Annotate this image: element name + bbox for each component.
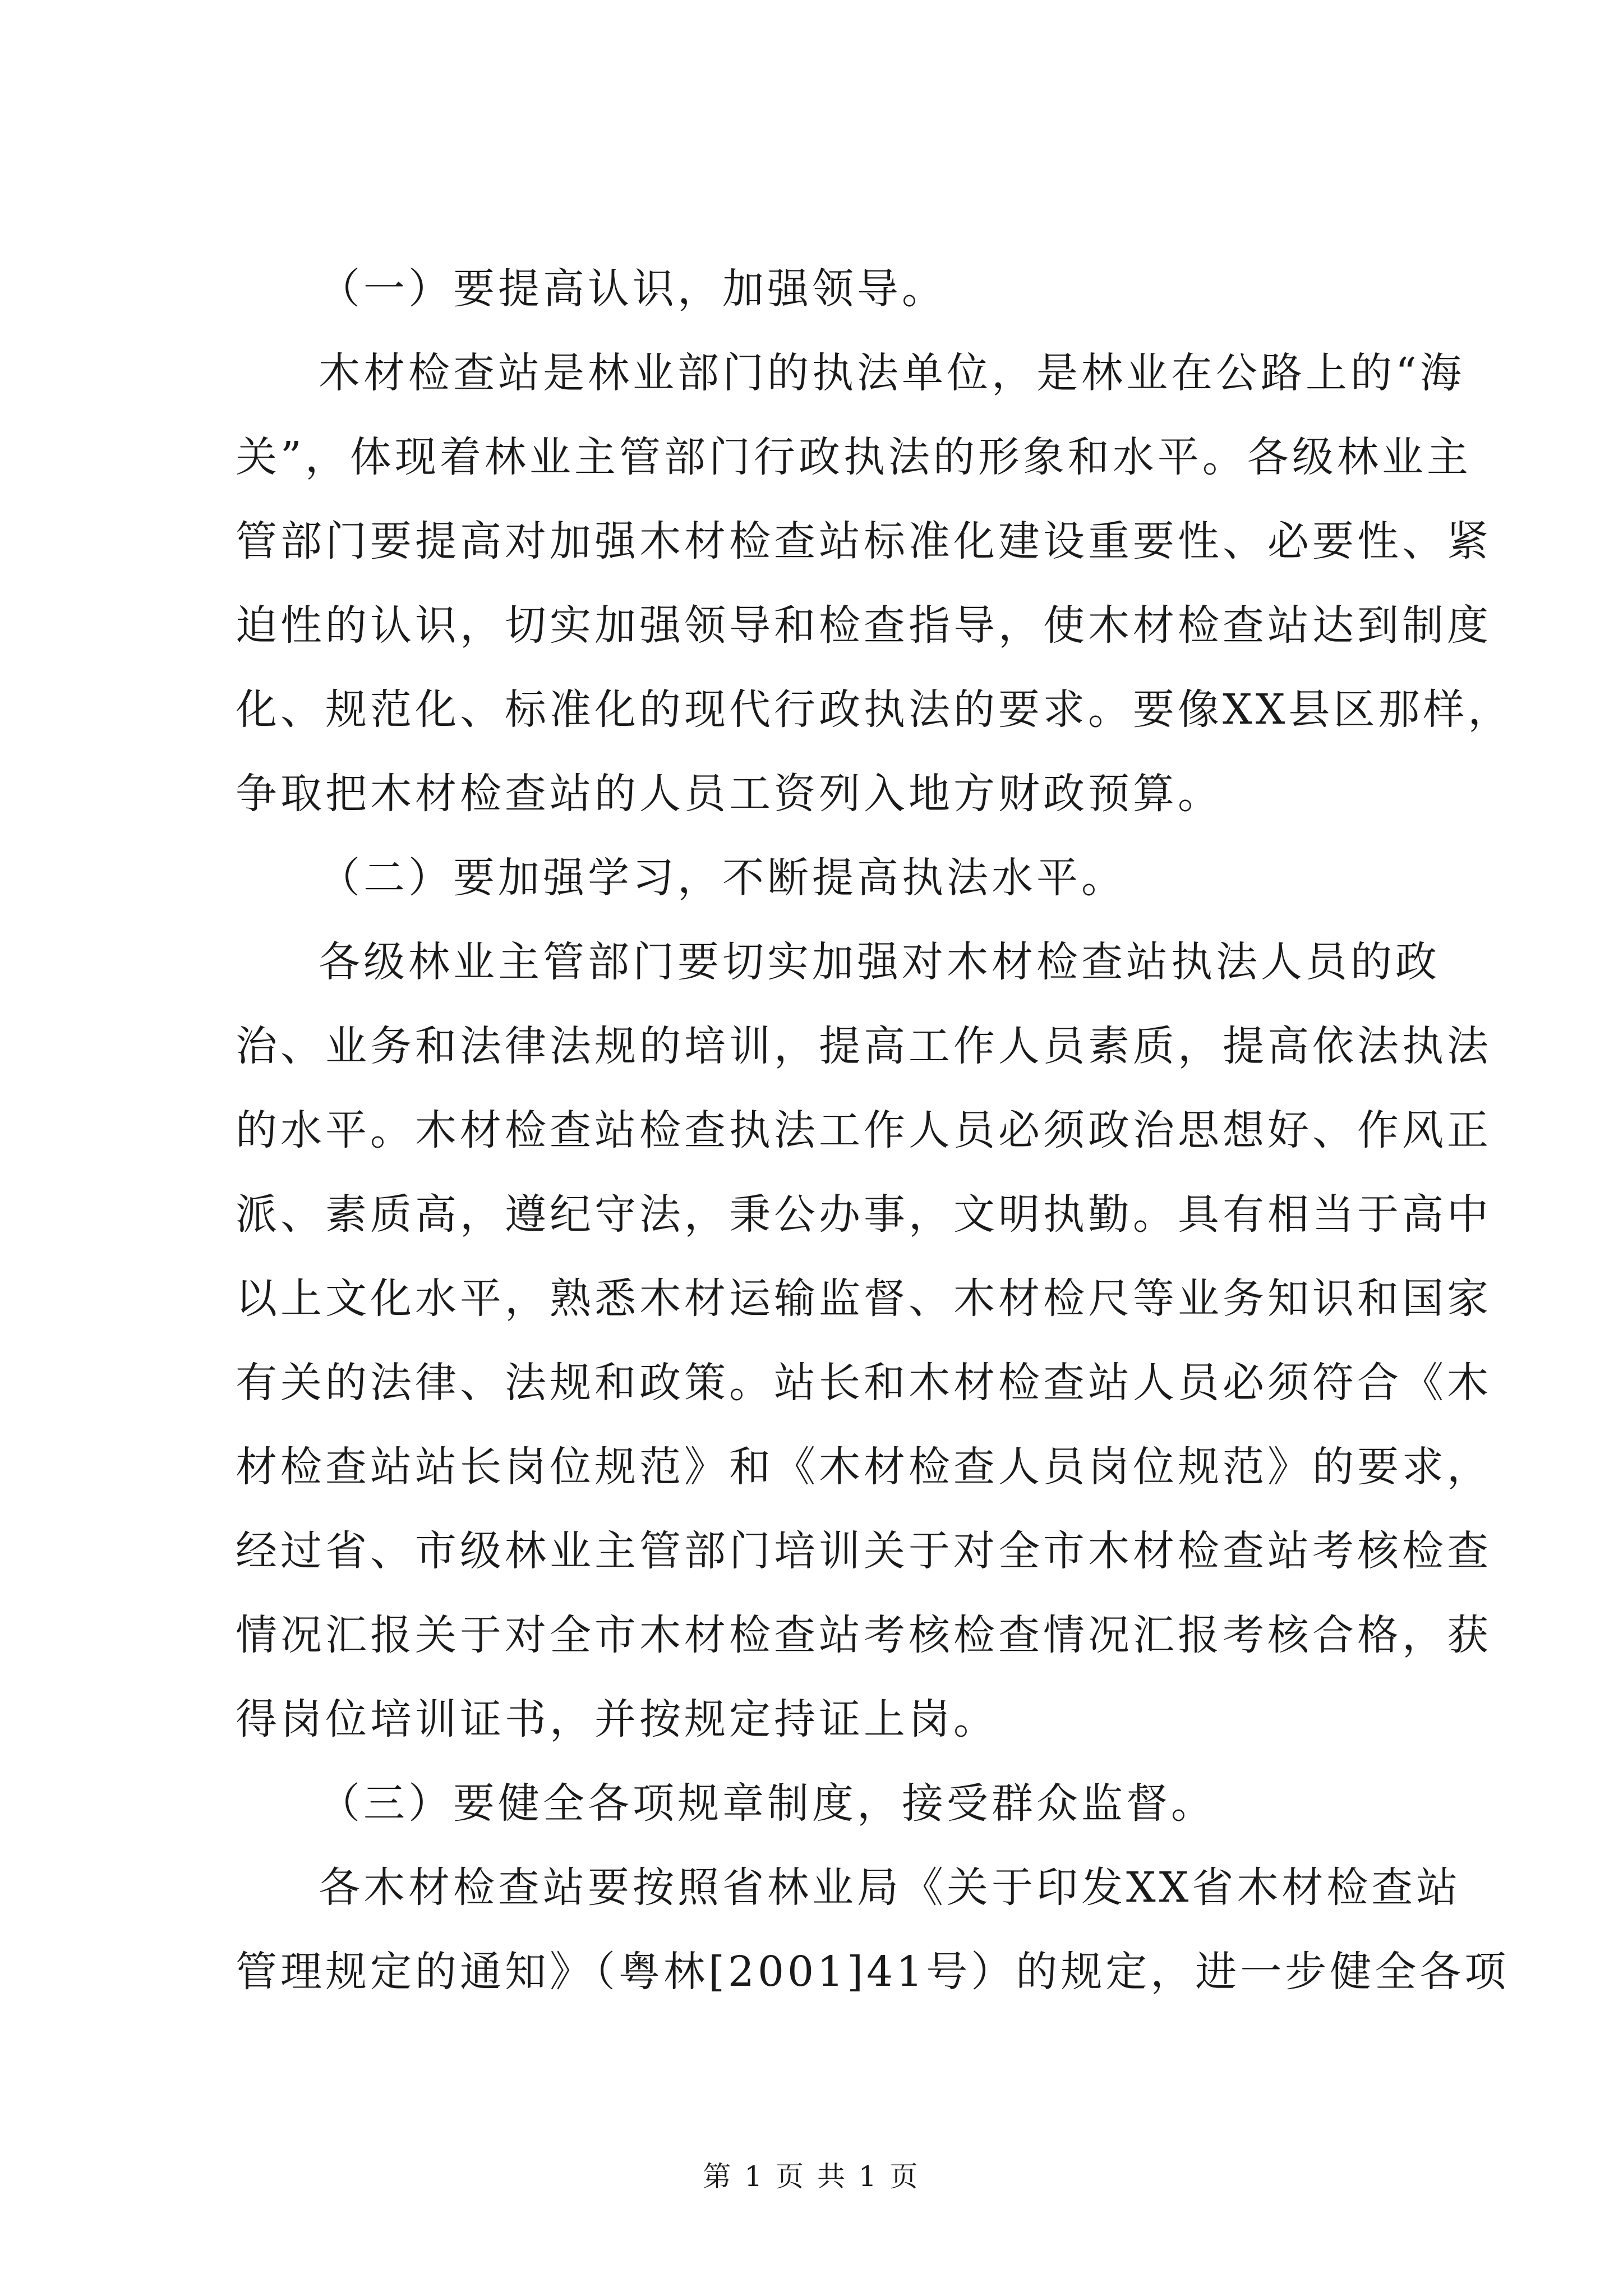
paragraph-line: 经过省、市级林业主管部门培训关于对全市木材检查站考核检查 xyxy=(236,1527,1492,1575)
paragraph-line: 有关的法律、法规和政策。站长和木材检查站人员必须符合《木 xyxy=(236,1359,1492,1407)
paragraph-line: 以上文化水平，熟悉木材运输监督、木材检尺等业务知识和国家 xyxy=(236,1274,1492,1323)
paragraph-line: 管部门要提高对加强木材检查站标准化建设重要性、必要性、紧 xyxy=(236,517,1492,565)
paragraph-line: 化、规范化、标准化的现代行政执法的要求。要像XX县区那样， xyxy=(236,685,1513,734)
paragraph-line: 木材检查站是林业部门的执法单位，是林业在公路上的“海 xyxy=(319,349,1465,397)
paragraph-line: 治、业务和法律法规的培训，提高工作人员素质，提高依法执法 xyxy=(236,1022,1492,1070)
paragraph-line: 管理规定的通知》（粤林[2001]41号）的规定，进一步健全各项 xyxy=(236,1948,1510,1996)
page-footer: 第 1 页 共 1 页 xyxy=(703,2160,920,2193)
paragraph-line: 各木材检查站要按照省林业局《关于印发XX省木材检查站 xyxy=(319,1864,1461,1912)
section-heading-1: （一）要提高认识，加强领导。 xyxy=(319,265,947,313)
paragraph-line: 情况汇报关于对全市木材检查站考核检查情况汇报考核合格，获 xyxy=(236,1611,1492,1659)
section-heading-2: （二）要加强学习，不断提高执法水平。 xyxy=(319,854,1126,902)
paragraph-line: 得岗位培训证书，并按规定持证上岗。 xyxy=(236,1695,998,1743)
section-heading-3: （三）要健全各项规章制度，接受群众监督。 xyxy=(319,1779,1216,1828)
paragraph-line: 争取把木材检查站的人员工资列入地方财政预算。 xyxy=(236,770,1223,818)
document-body xyxy=(236,247,1513,2014)
paragraph-line: 材检查站站长岗位规范》和《木材检查人员岗位规范》的要求， xyxy=(236,1443,1492,1491)
paragraph-line: 派、素质高，遵纪守法，秉公办事，文明执勤。具有相当于高中 xyxy=(236,1190,1492,1239)
paragraph-line: 各级林业主管部门要切实加强对木材检查站执法人员的政 xyxy=(319,938,1440,986)
paragraph-line: 迫性的认识，切实加强领导和检查指导，使木材检查站达到制度 xyxy=(236,601,1492,650)
paragraph-line: 关”，体现着林业主管部门行政执法的形象和水平。各级林业主 xyxy=(236,433,1472,481)
paragraph-line: 的水平。木材检查站检查执法工作人员必须政治思想好、作风正 xyxy=(236,1106,1492,1154)
